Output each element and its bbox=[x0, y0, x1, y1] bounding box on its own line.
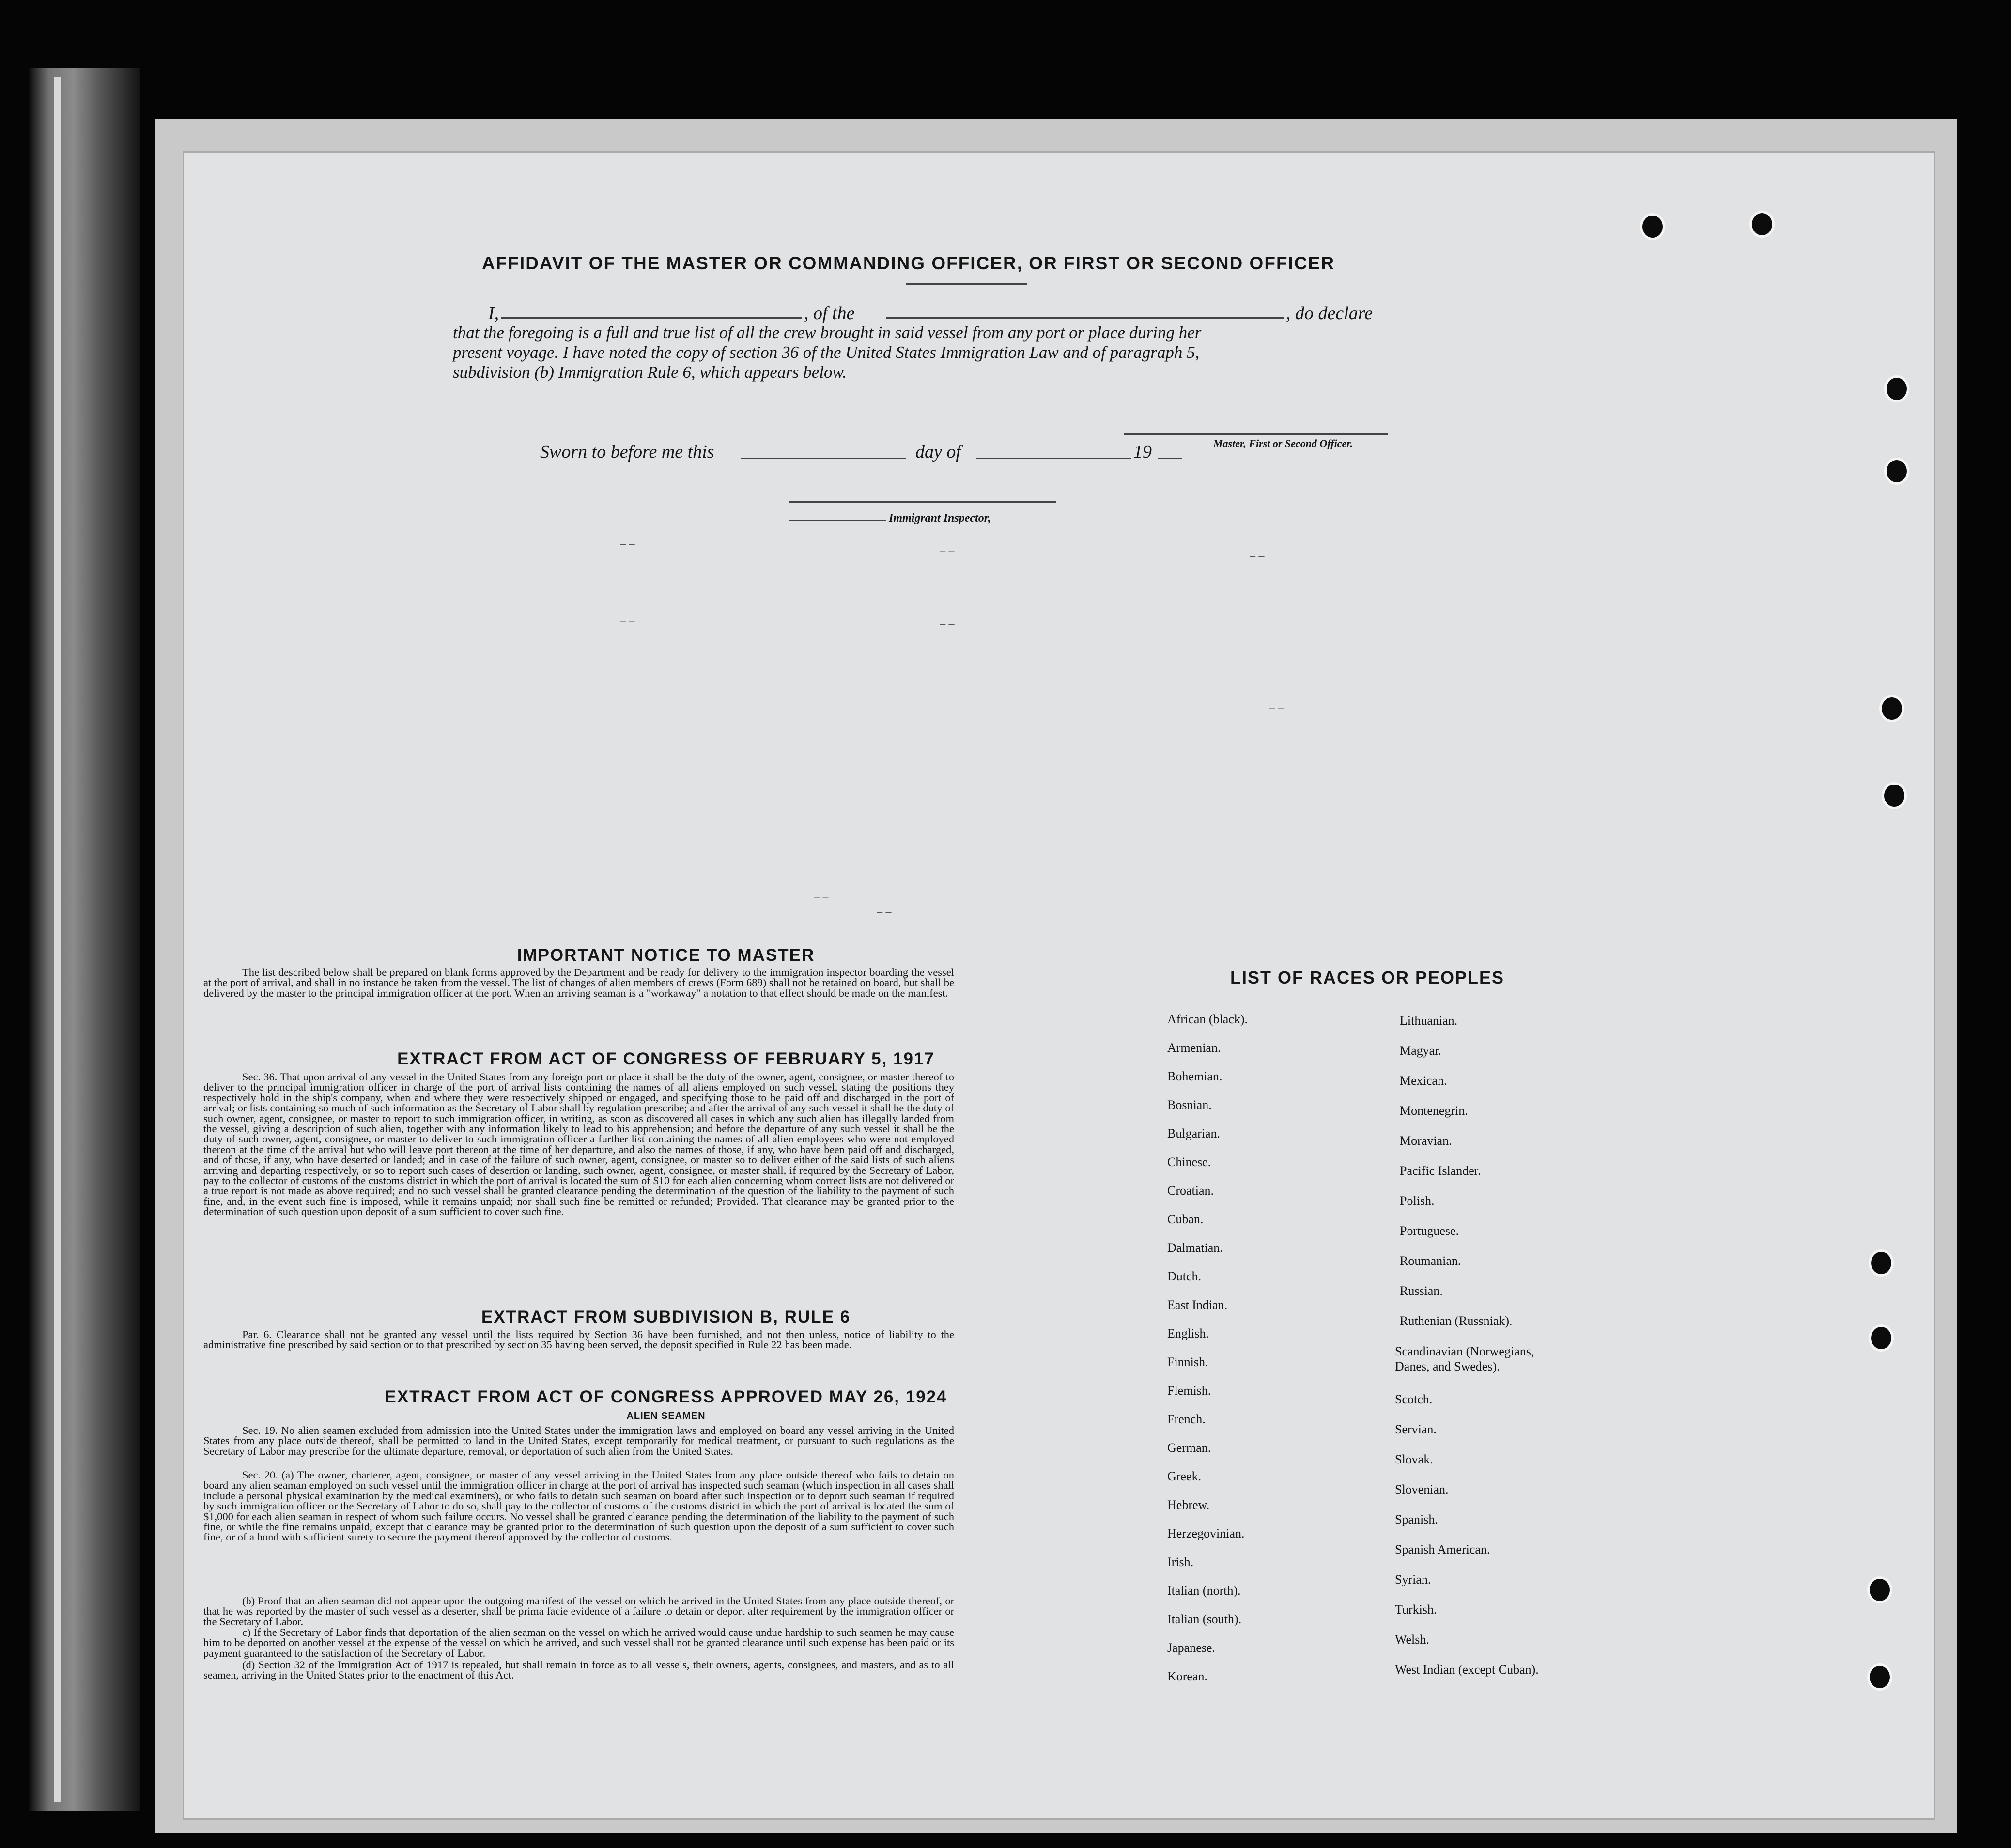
day-of-text: day of bbox=[915, 442, 961, 462]
sworn-text: Sworn to before me this bbox=[540, 442, 714, 462]
signature-line bbox=[1124, 433, 1388, 435]
race-right: Syrian. bbox=[1395, 1572, 1431, 1586]
sec19-text: Sec. 19. No alien seamen excluded from admission into the United States under the immigration laws and employed on board any vessel arriving in the United States from any place outside thereof, shall be permitted to land in the United States, except temporarily for medical treatment, or pursuant to such regulations as the Secretary of Labor may prescribe for the ultimate departure, removal, or deportation of such alien from the United States. bbox=[203, 1424, 954, 1457]
race-right: Moravian. bbox=[1400, 1134, 1452, 1148]
affidavit-do-declare: , do declare bbox=[1286, 303, 1373, 323]
inspector-label: Immigrant Inspector, bbox=[889, 512, 991, 524]
race-left: African (black). bbox=[1167, 1012, 1248, 1026]
race-left: Flemish. bbox=[1167, 1384, 1211, 1398]
race-right: Turkish. bbox=[1395, 1602, 1437, 1617]
race-right: Scandinavian (Norwegians, Danes, and Swedes). bbox=[1395, 1344, 1534, 1373]
race-right: Montenegrin. bbox=[1400, 1104, 1468, 1118]
race-left: French. bbox=[1167, 1412, 1206, 1426]
punch-hole bbox=[1879, 695, 1904, 722]
punch-hole bbox=[1640, 213, 1665, 240]
affidavit-line3: present voyage. I have noted the copy of section 36 of the United States Immigration Law and of paragraph 5, bbox=[453, 343, 1200, 362]
race-left: Korean. bbox=[1167, 1669, 1208, 1683]
punch-hole bbox=[1749, 211, 1775, 238]
race-left: Armenian. bbox=[1167, 1041, 1221, 1055]
race-left: Cuban. bbox=[1167, 1212, 1204, 1226]
notice-text: The list described below shall be prepared on blank forms approved by the Department and be ready for delivery to the immigration inspector boarding the vessel at the port of arrival, and shall in no instance be taken from the vessel. The list of changes of alien members of crews (Form 689) shall not be retained on board, but shall be delivered by the master to the principal immigration officer at the port. When an arriving seaman is a "workaway" a notation to that effect should be made on the manifest. bbox=[203, 966, 954, 999]
affidavit-line4: subdivision (b) Immigration Rule 6, which appears below. bbox=[453, 363, 847, 382]
alien-seamen-subtitle: ALIEN SEAMEN bbox=[626, 1411, 706, 1421]
binder-strip bbox=[54, 77, 61, 1802]
name-line bbox=[501, 317, 802, 319]
race-right: Scotch. bbox=[1395, 1392, 1433, 1406]
extract-1917-title: EXTRACT FROM ACT OF CONGRESS OF FEBRUARY 5, 1917 bbox=[397, 1049, 935, 1068]
race-right: Slovenian. bbox=[1395, 1482, 1449, 1496]
race-left: Greek. bbox=[1167, 1469, 1202, 1483]
year-line bbox=[1158, 458, 1182, 459]
punch-hole bbox=[1869, 1249, 1894, 1277]
title-rule bbox=[906, 283, 1027, 285]
race-right: Portuguese. bbox=[1400, 1224, 1459, 1238]
race-right: Magyar. bbox=[1400, 1044, 1441, 1058]
race-left: Herzegovinian. bbox=[1167, 1526, 1245, 1540]
form-page: AFFIDAVIT OF THE MASTER OR COMMANDING OFFICER, OR FIRST OR SECOND OFFICER I, , of the , do declare that the foregoing is a full and true list of all the crew brought in said vessel from any port or place during her present voyage. I have noted the copy of section 36 of the United States Immigration Law and of paragraph 5, subdivision (b) Immigration Rule 6, which appears below. Master, First or Second Officer. Sworn to before me this day of 19 Immigrant Inspector, – – – – – – – – – – – – – – – – IMPORTANT NOTICE TO MASTER The list described below shall be prepared on blank forms approved by the Department and be ready for delivery to the immigration inspector boarding the vessel at the port of arrival, and shall in no instance be taken from the vessel. The list of changes of alien members of crews (Form 689) shall not be retained on board, but shall be delivered by the master to the principal immigration officer at the port. When an arriving seaman is a "workaway" a notation to that effect should be made on the manifest. EXTRACT FROM ACT OF CONGRESS OF FEBRUARY 5, 1917 Sec. 36. That upon arrival of any vessel in the United States from any foreign port or place it shall be the duty of the owner, agent, consignee, or master thereof to deliver to the principal immigration officer in charge of the port of arrival lists containing the names of all aliens employed on such vessel, stating the positions they respectively hold in the ship's company, when and where they were respectively shipped or engaged, and specifying those to be paid off and discharged in the port of arrival; or lists containing so much of such information as the Secretary of Labor shall by regulation prescribe; and after the arrival of any such vessel it shall be the duty of such owner, agent, consignee, or master to report to such immigration officer, in writing, as soon as discovered all cases in which any such alien has illegally landed from the vessel, giving a description of such alien, together with any information likely to lead to his apprehension; and before the departure of any such vessel it shall be the duty of such owner, agent, consignee, or master to deliver to such immigration officer a further list containing the names of all alien employees who were not employed thereon at the time of the arrival but who will leave port thereon at the time of her departure, and also the names of those, if any, who have been paid off and discharged, and of those, if any, who have deserted or landed; and in case of the failure of such owner, agent, consignee, or master so to deliver either of the said lists of such aliens arriving and departing respectively, or so to report such cases of desertion or landing, such owner, agent, consignee, or master shall, if required by the Secretary of Labor, pay to the collector of customs of the customs district in which the port of arrival is located the sum of $10 for each alien concerning whom correct lists are not delivered or a true report is not made as above required; and no such vessel shall be granted clearance pending the determination of the question of the liability to the payment of such fine, and, in the event such fine is imposed, while it remains unpaid; nor shall such fine be remitted or refunded; Provided. That clearance may be granted prior to the determination of such question upon deposit of a sum sufficient to cover such fine. EXTRACT FROM SUBDIVISION B, RULE 6 Par. 6. Clearance shall not be granted any vessel until the lists required by Section 36 have been furnished, and not then unless, notice of liability to the administrative fine prescribed by said section or to that prescribed by section 35 having been served, the deposit specified in Rule 22 has been made. EXTRACT FROM ACT OF CONGRESS APPROVED MAY 26, 1924 ALIEN SEAMEN Sec. 19. No alien seamen excluded from admission into the United States under the immigration laws and employed on board any vessel arriving in the United States from any place outside thereof, shall be permitted to land in the United States, except temporarily for medical treatment, or pursuant to such regulations as the Secretary of Labor may prescribe for the ultimate departure, removal, or deportation of such alien from the United States. Sec. 20. (a) The owner, charterer, agent, consignee, or master of any vessel arriving in the United States from any place outside thereof who fails to detain on board any alien seaman employed on such vessel until the immigration officer in charge at the port of arrival has inspected such seaman (which inspection in all cases shall include a personal physical examination by the medical examiners), or who fails to detain such seaman on board after such inspection or to deport such seaman if required by such immigration officer or the Secretary of Labor to do so, shall pay to the collector of customs of the customs district in which the port of arrival is located the sum of $1,000 for each alien seaman in respect of whom such failure occurs. No vessel shall be granted clearance pending the determination of the liability to the payment of such fine, or while the fine remains unpaid, except that clearance may be granted prior to the determination of such question upon the deposit of a sum sufficient to cover such fine, or of a bond with sufficient surety to secure the payment thereof approved by the collector of customs. (b) Proof that an alien seaman did not appear upon the outgoing manifest of the vessel on which he arrived in the United States from any place outside thereof, or that he was reported by the master of such vessel as a deserter, shall be prima facie evidence of a failure to detain or deport after requirement by the immigration officer or the Secretary of Labor. c) If the Secretary of Labor finds that deportation of the alien seaman on the vessel on which he arrived would cause undue hardship to such seamen he may cause him to be deported on another vessel at the expense of the vessel on which he arrived, and such vessel shall not be granted clearance until such expense has been paid or its payment guaranteed to the satisfaction of the Secretary of Labor. (d) Section 32 of the Immigration Act of 1917 is repealed, but shall remain in force as to all vessels, their owners, agents, consignees, and masters, and as to all seamen, arriving in the United States prior to the enactment of this Act. LIST OF RACES OR PEOPLES African (black). Armenian. Bohemian. Bosnian. Bulgarian. Chinese. Croatian. Cuban. Dalmatian. Dutch. East Indian. English. Finnish. Flemish. French. German. Greek. Hebrew. Herzegovinian. Irish. Italian (north). Italian (south). Japanese. Korean. Lithuanian. Magyar. Mexican. Montenegrin. Moravian. Pacific Islander. Polish. Portuguese. Roumanian. Russian. Ruthenian (Russniak). Scandinavian (Norwegians, Danes, and Swedes). Scotch. Servian. Slovak. Slovenian. Spanish. Spanish American. Syrian. Turkish. Welsh. West Indian (except Cuban). bbox=[184, 153, 1934, 1818]
race-right: Spanish American. bbox=[1395, 1542, 1490, 1556]
race-left: Bosnian. bbox=[1167, 1098, 1212, 1112]
race-left: Irish. bbox=[1167, 1555, 1194, 1569]
race-right: Lithuanian. bbox=[1400, 1014, 1458, 1028]
affidavit-line2: that the foregoing is a full and true list of all the crew brought in said vessel from any port or place during her bbox=[453, 323, 1202, 342]
extract-1924-title: EXTRACT FROM ACT OF CONGRESS APPROVED MAY 26, 1924 bbox=[385, 1387, 947, 1406]
race-right: Ruthenian (Russniak). bbox=[1400, 1314, 1513, 1328]
race-left: German. bbox=[1167, 1441, 1211, 1455]
race-right: Roumanian. bbox=[1400, 1254, 1461, 1268]
races-title: LIST OF RACES OR PEOPLES bbox=[1230, 968, 1505, 987]
race-right: Servian. bbox=[1395, 1422, 1437, 1436]
race-right: Spanish. bbox=[1395, 1512, 1438, 1526]
race-right: Mexican. bbox=[1400, 1074, 1447, 1088]
punch-hole bbox=[1869, 1324, 1894, 1352]
punch-hole bbox=[1882, 782, 1907, 809]
month-line bbox=[976, 458, 1131, 459]
race-left: English. bbox=[1167, 1326, 1209, 1340]
race-left: Croatian. bbox=[1167, 1184, 1214, 1198]
race-right: Slovak. bbox=[1395, 1452, 1433, 1466]
punch-hole bbox=[1884, 375, 1909, 402]
race-left: East Indian. bbox=[1167, 1298, 1228, 1312]
affidavit-title: AFFIDAVIT OF THE MASTER OR COMMANDING OFFICER, OR FIRST OR SECOND OFFICER bbox=[482, 253, 1335, 273]
race-left: Chinese. bbox=[1167, 1155, 1211, 1169]
race-right: Russian. bbox=[1400, 1284, 1443, 1298]
race-right: West Indian (except Cuban). bbox=[1395, 1663, 1539, 1677]
affidavit-i: I, bbox=[488, 303, 499, 323]
rule6-title: EXTRACT FROM SUBDIVISION B, RULE 6 bbox=[481, 1308, 851, 1326]
race-left: Italian (south). bbox=[1167, 1612, 1242, 1626]
race-left: Japanese. bbox=[1167, 1641, 1215, 1655]
notice-title: IMPORTANT NOTICE TO MASTER bbox=[517, 946, 815, 965]
punch-hole bbox=[1884, 458, 1909, 485]
sec20c-text: c) If the Secretary of Labor finds that deportation of the alien seaman on the vessel on which he arrived would cause undue hardship to such seamen he may cause him to be deported on another vessel at the expense of the vessel on which he arrived, and such vessel shall not be granted clearance until such expense has been paid or its payment guaranteed to the satisfaction of the Secretary of Labor. bbox=[203, 1626, 954, 1659]
race-right: Welsh. bbox=[1395, 1632, 1429, 1647]
sec20d-text: (d) Section 32 of the Immigration Act of 1917 is repealed, but shall remain in force as to all vessels, their owners, agents, consignees, and masters, and as to all seamen, arriving in the United States prior to the enactment of this Act. bbox=[203, 1659, 954, 1681]
race-right: Polish. bbox=[1400, 1194, 1435, 1208]
vessel-line bbox=[886, 317, 1284, 319]
inspector-line bbox=[789, 501, 1056, 503]
affidavit-of-the: , of the bbox=[804, 303, 855, 323]
race-right: Pacific Islander. bbox=[1400, 1164, 1481, 1178]
race-left: Dalmatian. bbox=[1167, 1241, 1223, 1255]
race-left: Hebrew. bbox=[1167, 1498, 1210, 1512]
year-prefix: 19 bbox=[1133, 442, 1152, 462]
extract-1917-text: Sec. 36. That upon arrival of any vessel in the United States from any foreign port or place it shall be the duty of the owner, agent, consignee, or master thereof to deliver to the principal immigration officer in charge of the port of arrival lists containing the names of all aliens employed on such vessel, stating the positions they respectively hold in the ship's company, when and where they were respectively shipped or engaged, and specifying those to be paid off and discharged in the port of arrival; or lists containing so much of such information as the Secretary of Labor shall by regulation prescribe; and after the arrival of any such vessel it shall be the duty of such owner, agent, consignee, or master to report to such immigration officer, in writing, as soon as discovered all cases in which any such alien has illegally landed from the vessel, giving a description of such alien, together with any information likely to lead to his apprehension; and before the departure of any such vessel it shall be the duty of such owner, agent, consignee, or master to deliver to such immigration officer a further list containing the names of all alien employees who were not employed thereon at the time of the arrival but who will leave port thereon at the time of her departure, and also the names of those, if any, who have been paid off and discharged, and of those, if any, who have deserted or landed; and in case of the failure of such owner, agent, consignee, or master so to deliver either of the said lists of such aliens arriving and departing respectively, or so to report such cases of desertion or landing, such owner, agent, consignee, or master shall, if required by the Secretary of Labor, pay to the collector of customs of the customs district in which the port of arrival is located the sum of $10 for each alien concerning whom correct lists are not delivered or a true report is not made as above required; and no such vessel shall be granted clearance pending the determination of the question of the liability to the payment of such fine, and, in the event such fine is imposed, while it remains unpaid; nor shall such fine be remitted or refunded; Provided. That clearance may be granted prior to the determination of such question upon deposit of a sum sufficient to cover such fine. bbox=[203, 1071, 954, 1218]
sec20-text: Sec. 20. (a) The owner, charterer, agent, consignee, or master of any vessel arriving in the United States from any place outside thereof who fails to detain on board any alien seaman employed on such vessel until the immigration officer in charge at the port of arrival has inspected such seaman (which inspection in all cases shall include a personal physical examination by the medical examiners), or who fails to detain such seaman on board after such inspection or to deport such seaman if required by such immigration officer or the Secretary of Labor to do so, shall pay to the collector of customs of the customs district in which the port of arrival is located the sum of $1,000 for each alien seaman in respect of whom such failure occurs. No vessel shall be granted clearance pending the determination of the liability to the payment of such fine, or while the fine remains unpaid, except that clearance may be granted prior to the determination of such question upon the deposit of a sum sufficient to cover such fine, or of a bond with sufficient surety to secure the payment thereof approved by the collector of customs. bbox=[203, 1469, 954, 1543]
punch-hole bbox=[1867, 1663, 1892, 1691]
sworn-day-line bbox=[741, 458, 906, 459]
sec20b-text: (b) Proof that an alien seaman did not appear upon the outgoing manifest of the vessel on which he arrived in the United States from any place outside thereof, or that he was reported by the master of such vessel as a deserter, shall be prima facie evidence of a failure to detain or deport after requirement by the immigration officer or the Secretary of Labor. bbox=[203, 1595, 954, 1628]
binder-edge bbox=[29, 68, 140, 1811]
race-left: Dutch. bbox=[1167, 1269, 1202, 1283]
race-left: Bohemian. bbox=[1167, 1069, 1222, 1083]
inspector-short-line bbox=[789, 520, 886, 521]
race-left: Bulgarian. bbox=[1167, 1126, 1221, 1140]
signature-label: Master, First or Second Officer. bbox=[1213, 437, 1353, 449]
rule6-text: Par. 6. Clearance shall not be granted any vessel until the lists required by Section 36 have been furnished, and not then unless, notice of liability to the administrative fine prescribed by said section or to that prescribed by section 35 having been served, the deposit specified in Rule 22 has been made. bbox=[203, 1328, 954, 1351]
race-left: Finnish. bbox=[1167, 1355, 1208, 1369]
race-left: Italian (north). bbox=[1167, 1584, 1241, 1598]
punch-hole bbox=[1867, 1576, 1892, 1603]
